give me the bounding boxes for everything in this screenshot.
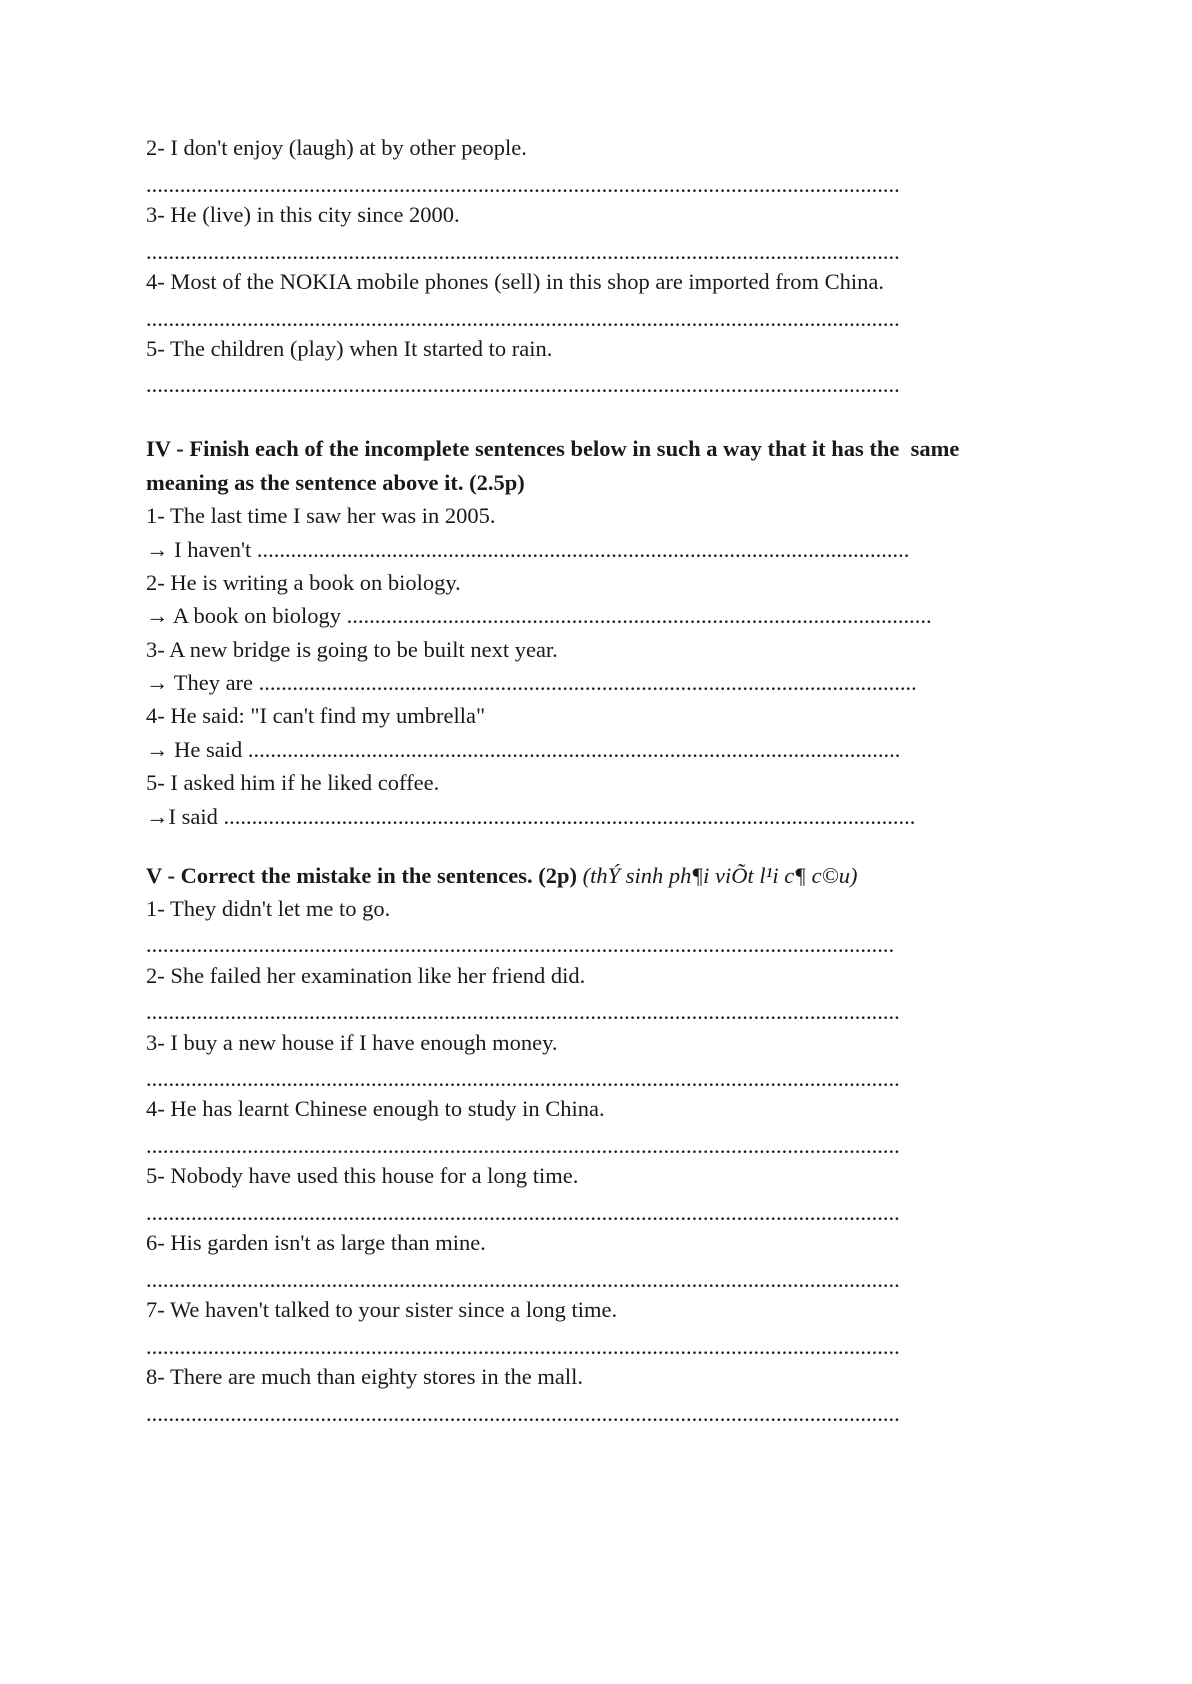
answer-line[interactable]: ......................................................................................................................................	[146, 1334, 900, 1359]
answer-line[interactable]: ......................................................................................................................................	[146, 1066, 900, 1091]
question-line: 3- He (live) in this city since 2000.	[146, 202, 460, 227]
answer-line[interactable]: ......................................................................................................................................	[146, 172, 900, 197]
question-line: 6- His garden isn't as large than mine.	[146, 1230, 486, 1255]
question-line: 1- They didn't let me to go.	[146, 896, 391, 921]
answer-line[interactable]: ......................................................................................................................................	[146, 1401, 900, 1426]
question-line: 7- We haven't talked to your sister since a long time.	[146, 1297, 618, 1322]
answer-line[interactable]: .....................................................................................................................................	[146, 932, 895, 957]
source-sentence: 3- A new bridge is going to be built next year.	[146, 637, 558, 662]
source-sentence: 4- He said: "I can't find my umbrella"	[146, 703, 486, 728]
source-sentence: 5- I asked him if he liked coffee.	[146, 770, 440, 795]
answer-line[interactable]: ......................................................................................................................................	[146, 239, 900, 264]
section-heading: IV - Finish each of the incomplete sentences below in such a way that it has the same	[146, 436, 960, 461]
section-heading-cont: meaning as the sentence above it. (2.5p)	[146, 470, 525, 495]
question-line: 2- I don't enjoy (laugh) at by other people.	[146, 135, 527, 160]
section-heading-row	[146, 865, 857, 888]
question-line: 4- He has learnt Chinese enough to study in China.	[146, 1096, 605, 1121]
question-line: 5- Nobody have used this house for a long time.	[146, 1163, 579, 1188]
source-sentence: 2- He is writing a book on biology.	[146, 570, 461, 595]
rewrite-line[interactable]: → I haven't ....................................................................................................................	[146, 537, 910, 562]
section-heading: V - Correct the mistake in the sentences. (2p)	[146, 863, 577, 888]
question-line: 2- She failed her examination like her friend did.	[146, 963, 586, 988]
answer-line[interactable]: ......................................................................................................................................	[146, 306, 900, 331]
answer-line[interactable]: ......................................................................................................................................	[146, 1200, 900, 1225]
answer-line[interactable]: ......................................................................................................................................	[146, 1133, 900, 1158]
section-note: (thÝ sinh ph¶i viÕt l¹i c¶ c©u)	[582, 863, 858, 888]
question-line: 8- There are much than eighty stores in the mall.	[146, 1364, 583, 1389]
rewrite-line[interactable]: →I said ...........................................................................................................................	[146, 804, 916, 829]
rewrite-line[interactable]: → They are .....................................................................................................................	[146, 670, 917, 695]
rewrite-line[interactable]: → He said ....................................................................................................................	[146, 737, 901, 762]
answer-line[interactable]: ......................................................................................................................................	[146, 999, 900, 1024]
answer-line[interactable]: ......................................................................................................................................	[146, 372, 900, 397]
question-line: 4- Most of the NOKIA mobile phones (sell) in this shop are imported from China.	[146, 269, 885, 294]
answer-line[interactable]: ......................................................................................................................................	[146, 1267, 900, 1292]
rewrite-line[interactable]: → A book on biology ........................................................................................................	[146, 603, 932, 628]
source-sentence: 1- The last time I saw her was in 2005.	[146, 503, 496, 528]
question-line: 3- I buy a new house if I have enough money.	[146, 1030, 558, 1055]
question-line: 5- The children (play) when It started to rain.	[146, 336, 553, 361]
